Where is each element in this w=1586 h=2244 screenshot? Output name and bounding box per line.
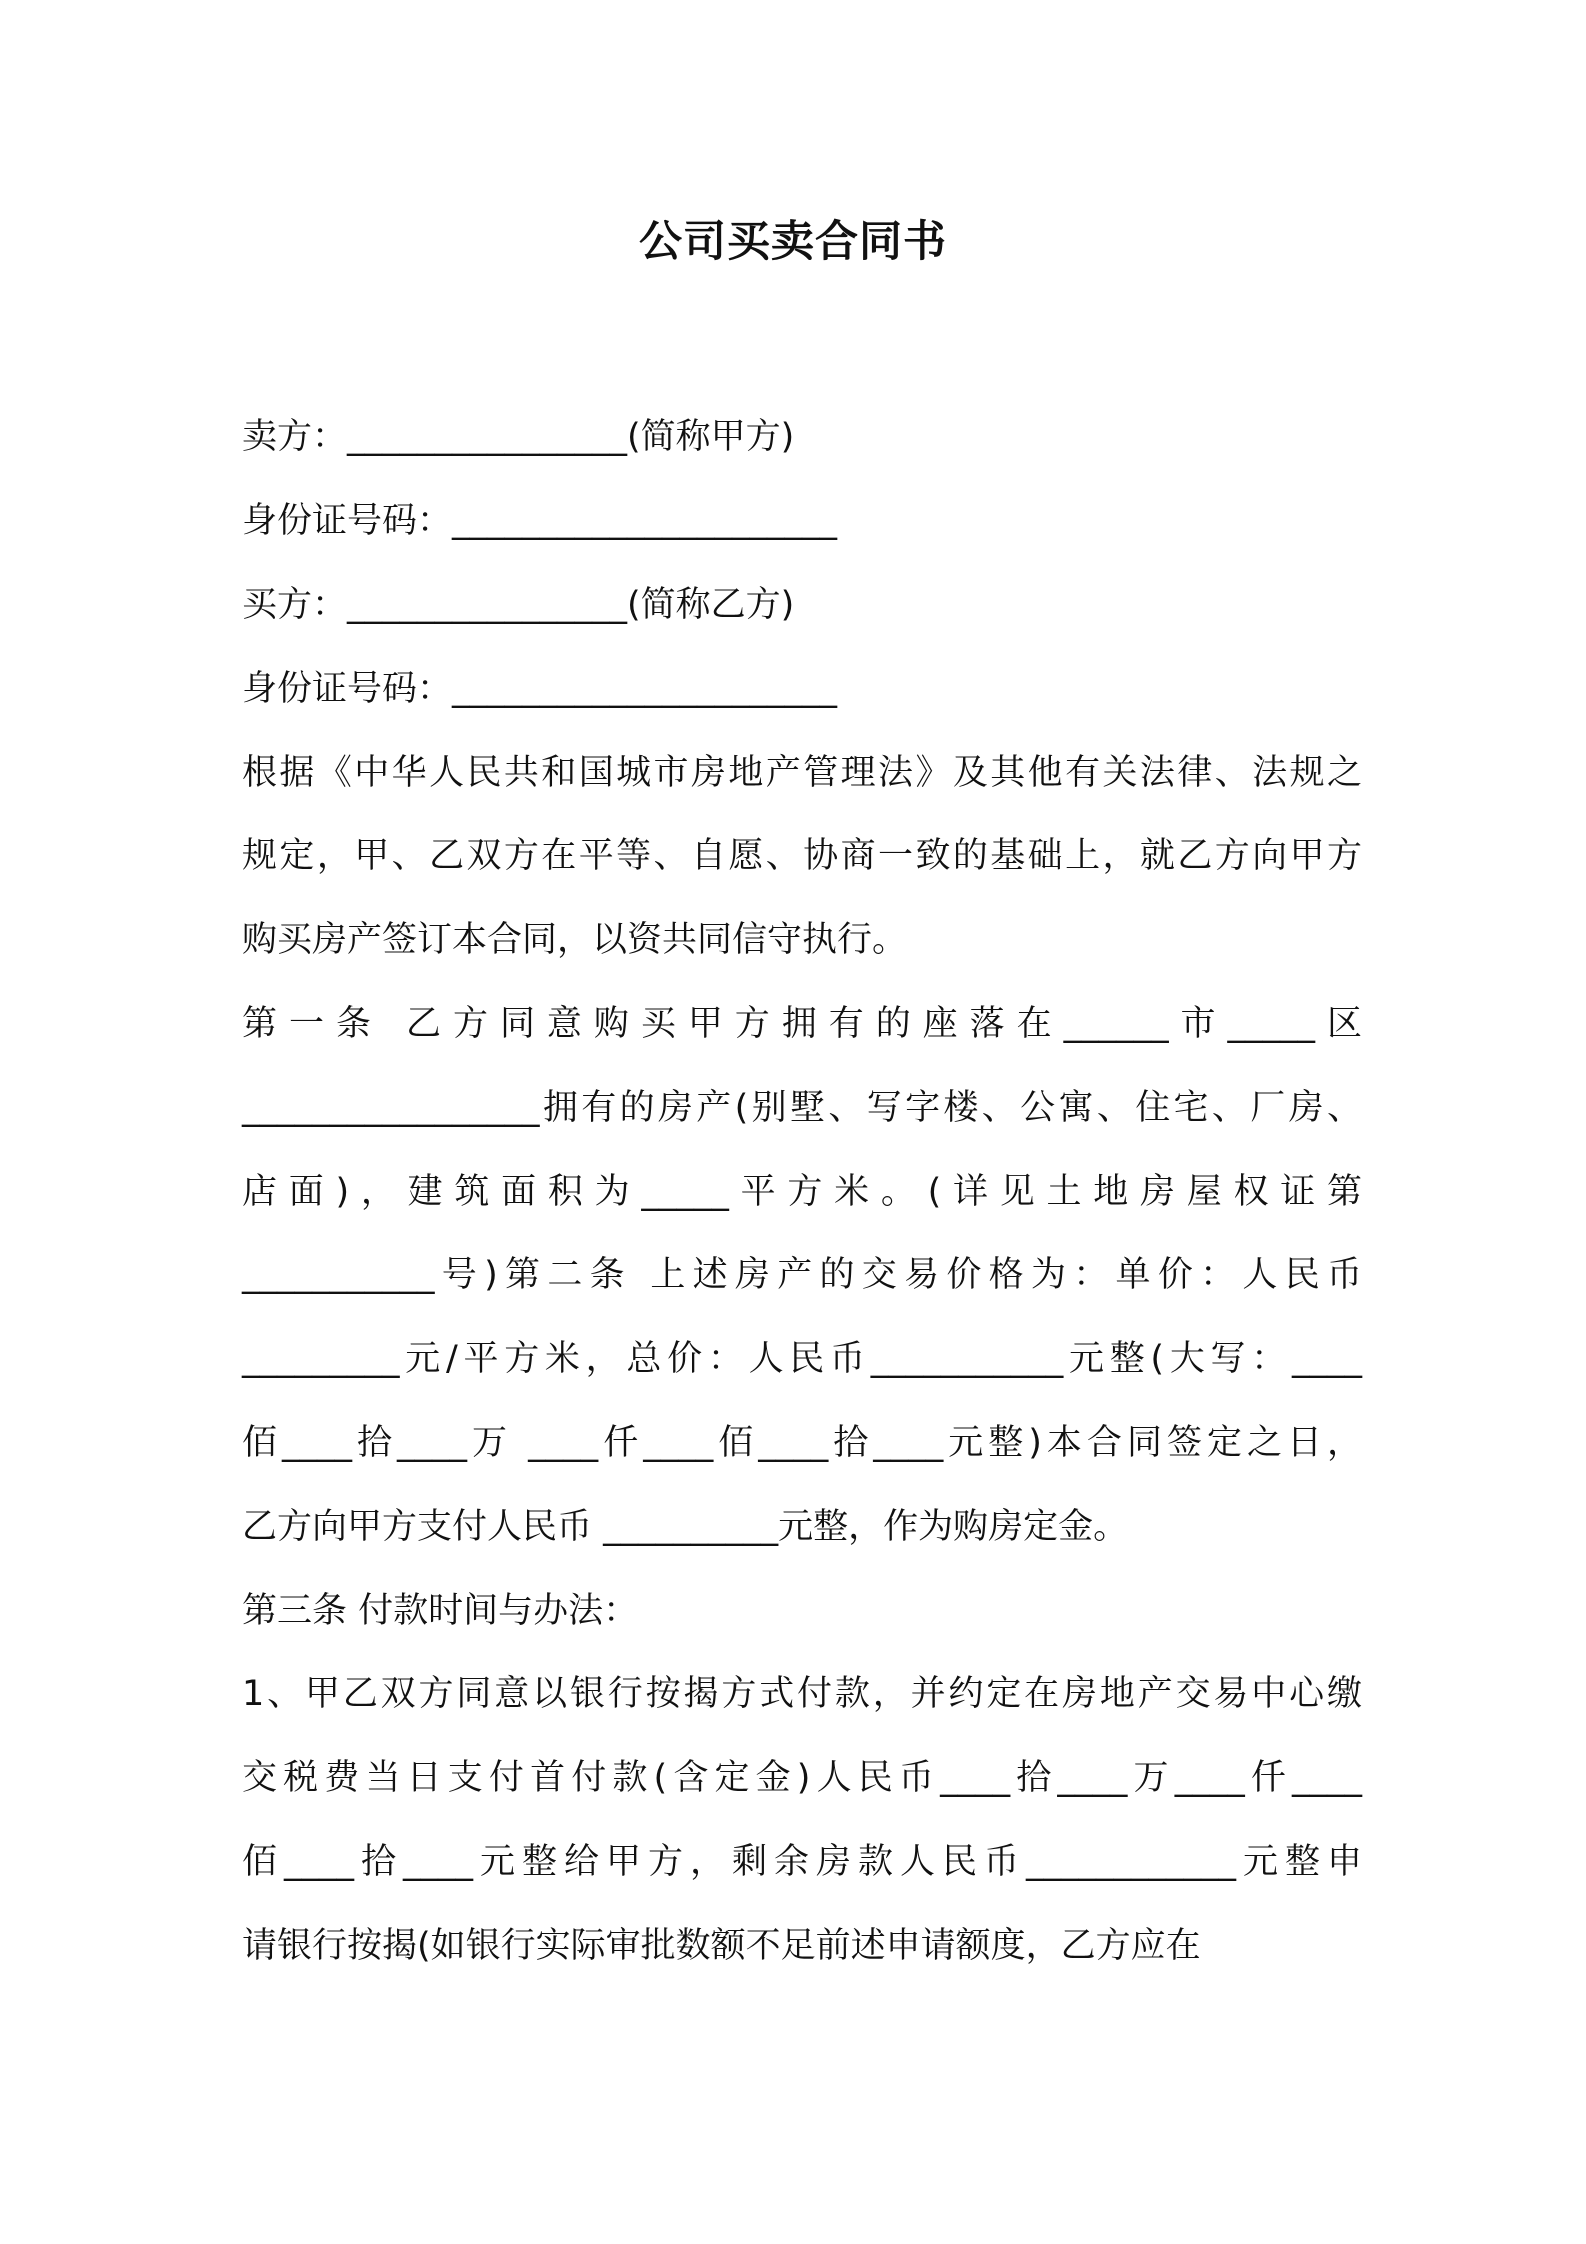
article-two-line: 佰____拾____万 ____仟____佰____拾____元整)本合同签定之日， (242, 1423, 1362, 1463)
article-one-line: _________________拥有的房产(别墅、写字楼、公寓、住宅、厂房、 (242, 1088, 1362, 1128)
paragraph-line: 根据《中华人民共和国城市房地产管理法》及其他有关法律、法规之 (242, 753, 1362, 793)
article-three-line: 交税费当日支付首付款(含定金)人民币____拾____万____仟____ (242, 1758, 1362, 1798)
article-two-line: _________元/平方米，总价：人民币___________元整(大写：____ (242, 1339, 1362, 1379)
article-three-line: 请银行按揭(如银行实际审批数额不足前述申请额度，乙方应在 (242, 1926, 1201, 1966)
article-three-line: 佰____拾____元整给甲方，剩余房款人民币____________元整申 (242, 1842, 1362, 1882)
paragraph-line: 购买房产签订本合同，以资共同信守执行。 (242, 920, 908, 960)
article-three-line: 1、甲乙双方同意以银行按揭方式付款，并约定在房地产交易中心缴 (242, 1674, 1362, 1714)
article-two-line: ___________号)第二条 上述房产的交易价格为：单价：人民币 (242, 1255, 1362, 1295)
article-two-line: 乙方向甲方支付人民币 __________元整，作为购房定金。 (242, 1507, 1129, 1547)
article-one-line: 店面)，建筑面积为_____平方米。(详见土地房屋权证第 (242, 1172, 1362, 1212)
document-title: 公司买卖合同书 (639, 217, 947, 267)
article-three-heading: 第三条 付款时间与办法： (242, 1591, 639, 1631)
seller-id-line: 身份证号码：______________________ (242, 501, 838, 541)
paragraph-line: 规定，甲、乙双方在平等、自愿、协商一致的基础上，就乙方向甲方 (242, 836, 1362, 876)
article-one-line: 第一条 乙方同意购买甲方拥有的座落在______市_____区 (242, 1004, 1362, 1044)
seller-line: 卖方：________________(简称甲方) (242, 417, 795, 457)
buyer-id-line: 身份证号码：______________________ (242, 669, 838, 709)
buyer-line: 买方：________________(简称乙方) (242, 585, 795, 625)
